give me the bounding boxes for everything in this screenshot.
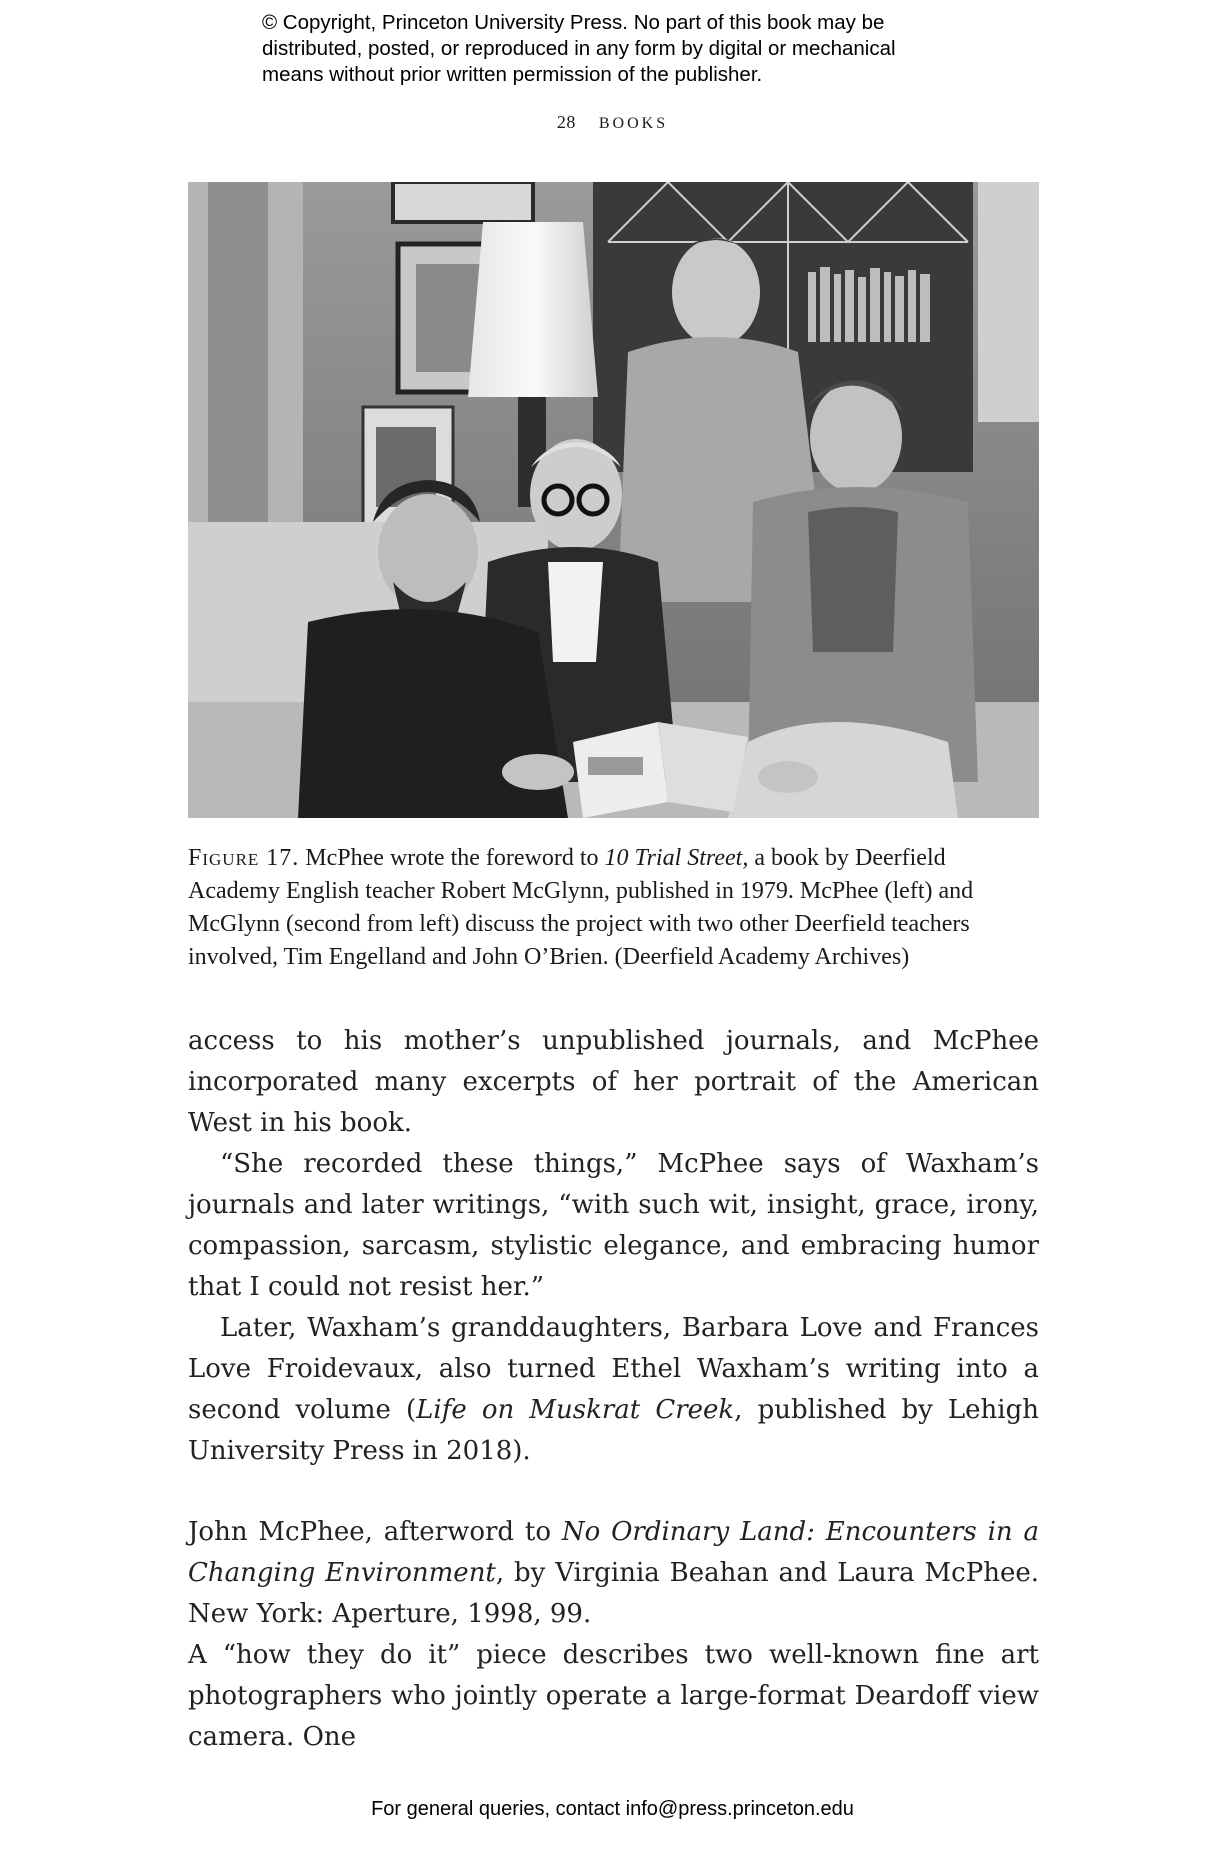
photo-illustration [188, 182, 1039, 818]
caption-text: a book by Deerfield Academy English teacher Robert McGlynn, published in 1979. McPhee (left) and McGlynn (second from left) discuss the project with two other Deerfield teachers involved, Tim Engelland and John O’Brien. (Deerfield Academy Archives) [188, 845, 974, 970]
paragraph [188, 1308, 1039, 1472]
copyright-notice [262, 10, 1062, 88]
caption-book-title: 10 Trial Street, [604, 845, 749, 871]
bibliographic-entry [188, 1512, 1039, 1635]
copyright-line: distributed, posted, or reproduced in any form by digital or mechanical [262, 37, 896, 60]
body-text [188, 1021, 1039, 1758]
caption-text: McPhee wrote the foreword to [299, 845, 605, 871]
running-head-title: BOOKS [598, 115, 669, 132]
running-head [0, 112, 1225, 133]
paragraph: access to his mother’s unpublished journals, and McPhee incorporated many excerpts of her portrait of the American West in his book. [188, 1026, 1039, 1138]
footer-contact: For general queries, contact info@press.princeton.edu [371, 1798, 854, 1820]
entry-text: , by Virginia Beahan and Laura McPhee. New York: Aperture, 1998, 99. [188, 1558, 1039, 1629]
paragraph-text: , published by Lehigh University Press in 2018). [188, 1395, 1040, 1466]
copyright-line: means without prior written permission of the publisher. [262, 63, 763, 86]
copyright-line: © Copyright, Princeton University Press. No part of this book may be [262, 11, 885, 34]
page-number: 28 [556, 112, 576, 132]
paragraph-text: Later, Waxham’s granddaughters, Barbara Love and Frances Love Froidevaux, also turned Ethel Waxham’s writing into a second volume ( [188, 1313, 1039, 1425]
figure-photograph [188, 182, 1039, 818]
entry-text: John McPhee, afterword to [188, 1517, 562, 1547]
figure-label: Figure 17. [188, 845, 300, 871]
entry-book-title: No Ordinary Land: Encounters in a Changing Environment [188, 1517, 1039, 1588]
book-title: Life on Muskrat Creek [416, 1395, 735, 1425]
paragraph: “She recorded these things,” McPhee says of Waxham’s journals and later writings, “with such wit, insight, grace, irony, compassion, sarcasm, stylistic elegance, and embracing humor that I could not resist her.” [188, 1149, 1039, 1302]
paragraph: A “how they do it” piece describes two well-known fine art photographers who jointly operate a large-format Deardoff view camera. One [188, 1640, 1039, 1752]
figure-caption [188, 842, 1039, 974]
